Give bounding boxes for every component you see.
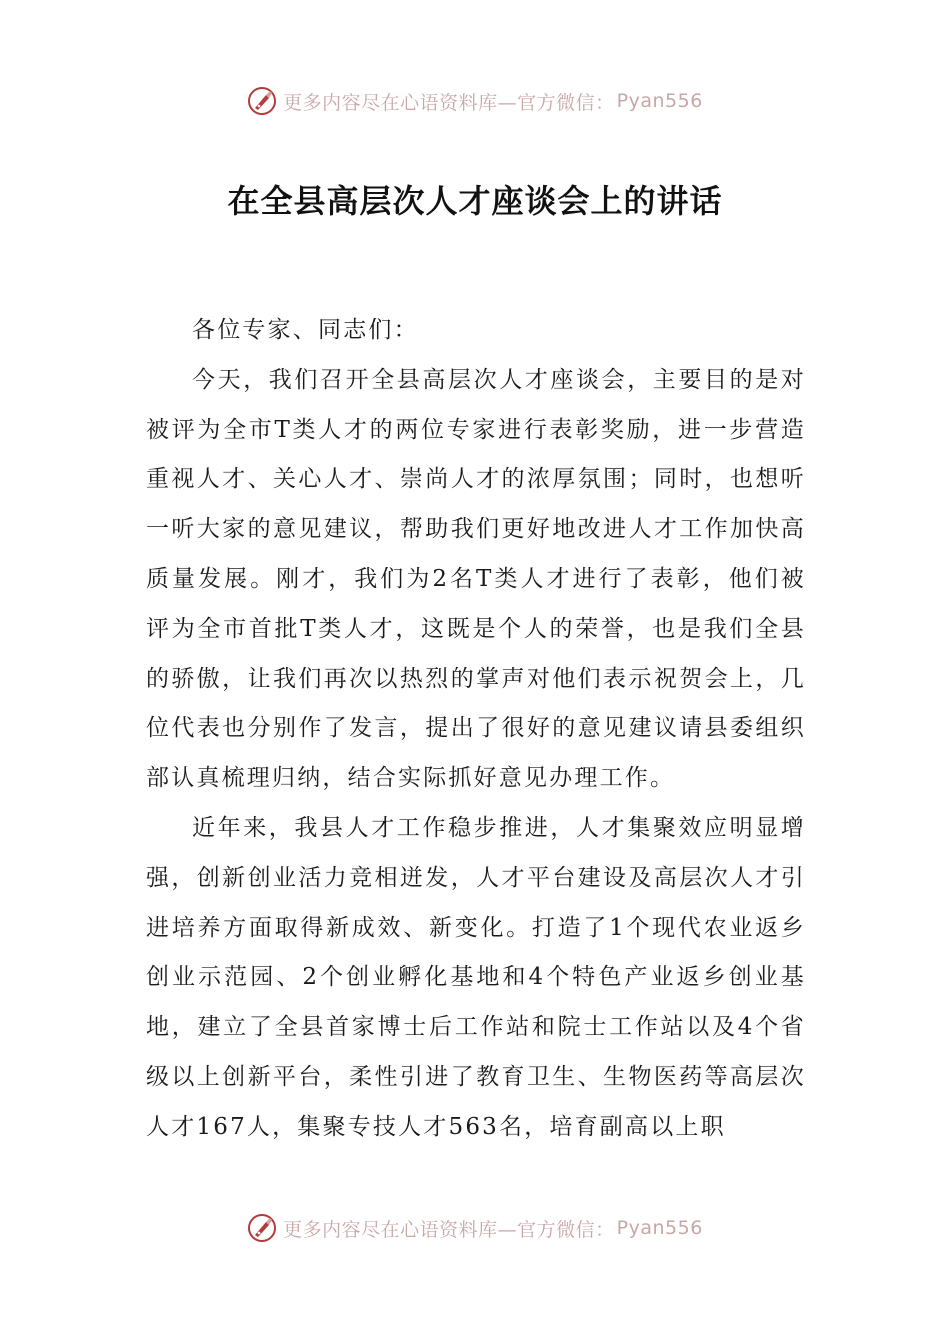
watermark-wechat-id: Pyan556 (616, 90, 703, 112)
body-paragraph: 近年来，我县人才工作稳步推进，人才集聚效应明显增强，创新创业活力竞相迸发，人才平台建设及高层次人才引进培养方面取得新成效、新变化。打造了1个现代农业返乡创业示范园、2个创业孵化基地和4个特色产业返乡创业基地，建立了全县首家博士后工作站和院士工作站以及4个省级以上创新平台，柔性引进了教育卫生、生物医药等高层次人才167人，集聚专技人才563名，培育副高以上职 (146, 814, 806, 1140)
document-body (146, 306, 806, 1153)
watermark-text: 更多内容尽在心语资料库—官方微信： (283, 91, 615, 114)
watermark-wechat-id: Pyan556 (616, 1217, 703, 1239)
page-title: 在全县高层次人才座谈会上的讲话 (227, 182, 723, 220)
pen-nib-logo-icon (247, 86, 277, 116)
salutation-paragraph: 各位专家、同志们： (192, 317, 419, 343)
header-watermark (0, 86, 950, 116)
pen-nib-logo-icon (247, 1213, 277, 1243)
watermark-text: 更多内容尽在心语资料库—官方微信： (283, 1218, 615, 1241)
footer-watermark (0, 1213, 950, 1243)
body-paragraph: 今天，我们召开全县高层次人才座谈会，主要目的是对被评为全市T类人才的两位专家进行表彰奖励，进一步营造重视人才、关心人才、崇尚人才的浓厚氛围；同时，也想听一听大家的意见建议，帮助我们更好地改进人才工作加快高质量发展。刚才，我们为2名T类人才进行了表彰，他们被评为全市首批T类人才，这既是个人的荣誉，也是我们全县的骄傲，让我们再次以热烈的掌声对他们表示祝贺会上，几位代表也分别作了发言，提出了很好的意见建议请县委组织部认真梳理归纳，结合实际抓好意见办理工作。 (146, 366, 806, 792)
